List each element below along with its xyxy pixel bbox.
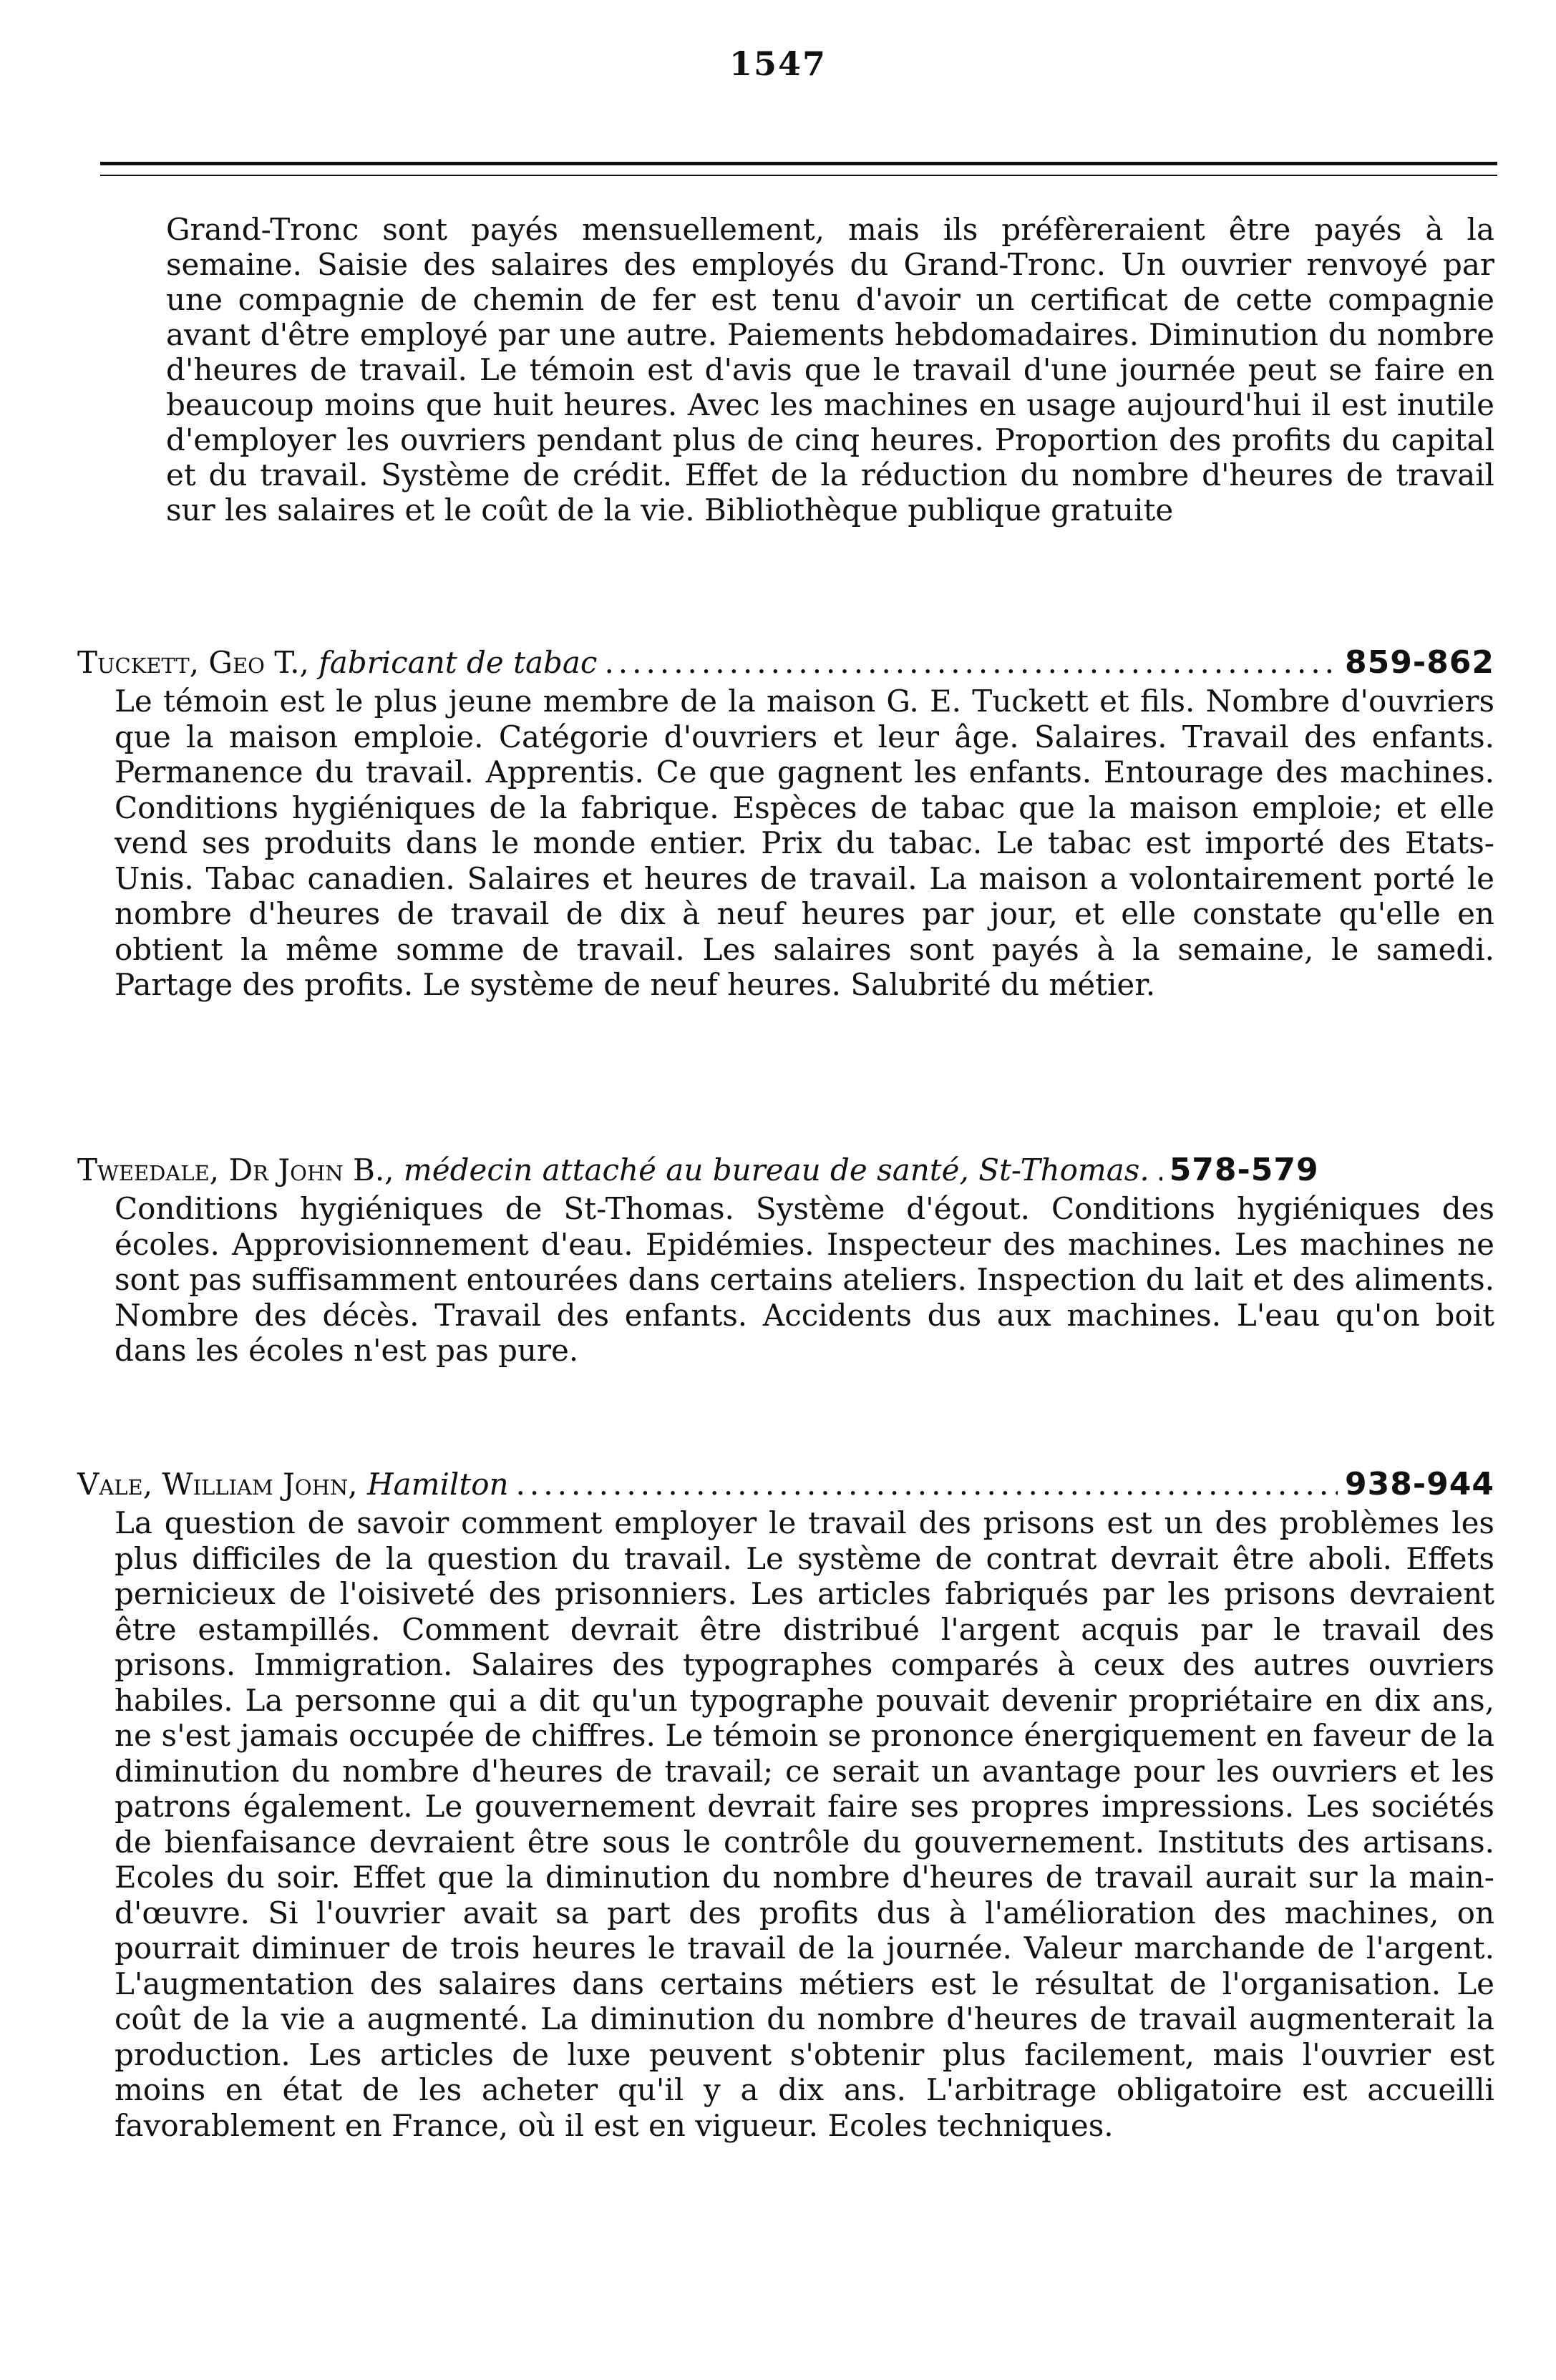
entry-description: médecin attaché au bureau de santé, St-Thomas. bbox=[403, 1152, 1149, 1187]
entry-pages: 859-862 bbox=[1345, 644, 1494, 681]
entry-pages: 938-944 bbox=[1345, 1466, 1494, 1502]
entry-pages: 578-579 bbox=[1169, 1152, 1319, 1188]
dot-leader bbox=[604, 645, 1338, 680]
page-number: 1547 bbox=[729, 44, 827, 83]
entry-name: Vale, William John, bbox=[77, 1467, 358, 1502]
header-rule-thick bbox=[100, 162, 1497, 165]
entry-description: Hamilton bbox=[366, 1467, 509, 1502]
entry-heading bbox=[77, 1467, 1494, 1502]
entry-text: La question de savoir comment employer le travail des prisons est un des problèmes les plus difficiles de la question du travail. Le système de contrat devrait être aboli. Effets pernicieux de l'oisiveté des prisonniers. Les articles fabriqués par les prisons devraient être estampillés. Comment devrait être distribué l'argent acquis par le travail des prisons. Immigration. Salaires des typographes comparés à ceux des autres ouvriers habiles. La personne qui a dit qu'un typographe pouvait devenir propriétaire en dix ans, ne s'est jamais occupée de chiffres. Le témoin se prononce énergiquement en faveur de la diminution du nombre d'heures de travail; ce serait un avantage pour les ouvriers et les patrons également. Le gouvernement devrait faire ses propres impressions. Les sociétés de bienfaisance devraient être sous le contrôle du gouvernement. Instituts des artisans. Ecoles du soir. Effet que la diminution du nombre d'heures de travail aurait sur la main-d'œuvre. Si l'ouvrier avait sa part des profits dus à l'amélioration des machines, on pourrait diminuer de trois heures le travail de la journée. Valeur marchande de l'argent. L'augmentation des salaires dans certains métiers est le résultat de l'organisation. Le coût de la vie a augmenté. La diminution du nombre d'heures de travail augmenterait la production. Les articles de luxe peuvent s'obtenir plus facilement, mais l'ouvrier est moins en état de les acheter qu'il y a dix ans. L'arbitrage obligatoire est accueilli favorablement en France, où il est en vigueur. Ecoles techniques. bbox=[115, 1505, 1494, 2143]
entry-text: Conditions hygiéniques de St-Thomas. Système d'égout. Conditions hygiéniques des écoles. Approvisionnement d'eau. Epidémies. Inspecteur des machines. Les machines ne sont pas suffisamment entourées dans certains ateliers. Inspection du lait et des aliments. Nombre des décès. Travail des enfants. Accidents dus aux machines. L'eau qu'on boit dans les écoles n'est pas pure. bbox=[115, 1191, 1494, 1368]
header-rule-thin bbox=[100, 175, 1497, 176]
entry-heading bbox=[77, 1152, 1494, 1187]
entry-name: Tweedale, Dr John B., bbox=[77, 1152, 394, 1187]
entry-name: Tuckett, Geo T., bbox=[77, 645, 309, 680]
entry-description: fabricant de tabac bbox=[319, 645, 598, 680]
dot-leader bbox=[516, 1467, 1338, 1502]
entry-heading bbox=[77, 645, 1494, 680]
dot-leader bbox=[1157, 1152, 1162, 1187]
entry-text: Le témoin est le plus jeune membre de la maison G. E. Tuckett et fils. Nombre d'ouvriers que la maison emploie. Catégorie d'ouvriers et leur âge. Salaires. Travail des enfants. Permanence du travail. Apprentis. Ce que gagnent les enfants. Entourage des machines. Conditions hygiéniques de la fabrique. Espèces de tabac que la maison emploie; et elle vend ses produits dans le monde entier. Prix du tabac. Le tabac est importé des Etats-Unis. Tabac canadien. Salaires et heures de travail. La maison a volontairement porté le nombre d'heures de travail de dix à neuf heures par jour, et elle constate qu'elle en obtient la même somme de travail. Les salaires sont payés à la semaine, le samedi. Partage des profits. Le système de neuf heures. Salubrité du métier. bbox=[115, 684, 1494, 1002]
intro-paragraph: Grand-Tronc sont payés mensuellement, mais ils préfèreraient être payés à la semaine. Saisie des salaires des employés du Grand-Tronc. Un ouvrier renvoyé par une compagnie de chemin de fer est tenu d'avoir un certificat de cette compagnie avant d'être employé par une autre. Paiements hebdomadaires. Diminution du nombre d'heures de travail. Le témoin est d'avis que le travail d'une journée peut se faire en beaucoup moins que huit heures. Avec les machines en usage aujourd'hui il est inutile d'employer les ouvriers pendant plus de cinq heures. Proportion des profits du capital et du travail. Système de crédit. Effet de la réduction du nombre d'heures de travail sur les salaires et le coût de la vie. Bibliothèque publique gratuite bbox=[166, 212, 1494, 528]
